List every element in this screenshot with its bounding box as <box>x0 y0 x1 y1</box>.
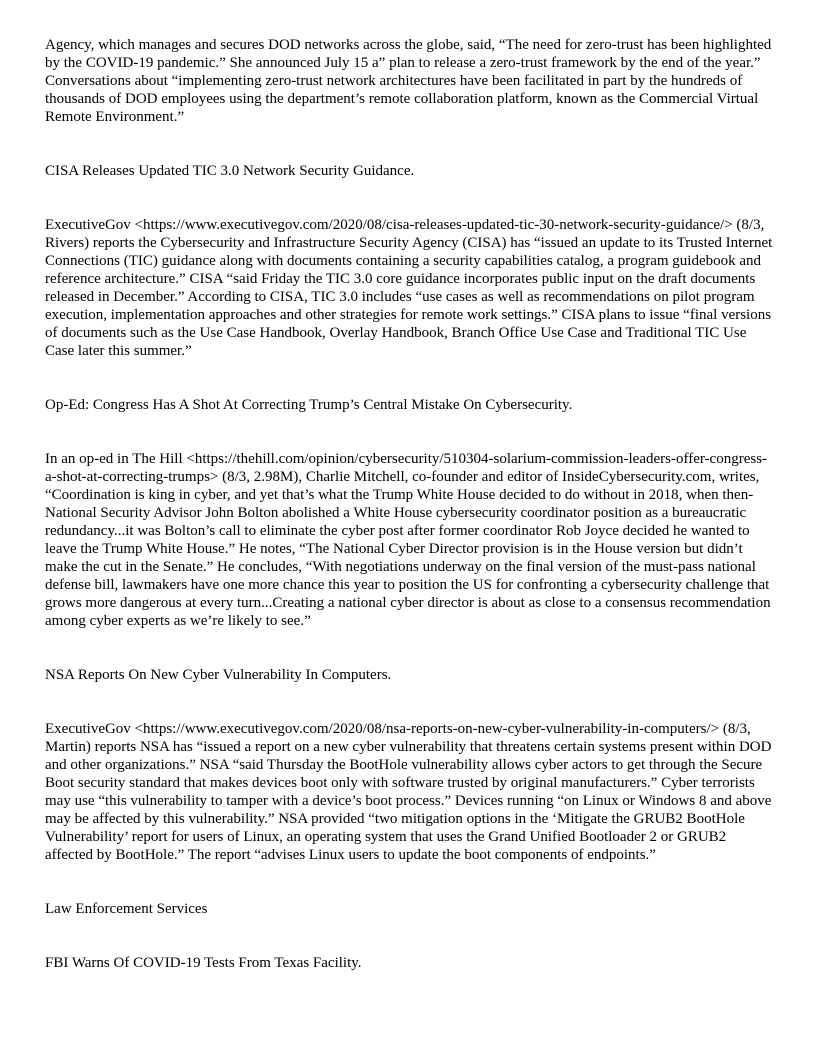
paragraph-cisa-tic: ExecutiveGov <https://www.executivegov.com/2020/08/cisa-releases-updated-tic-30-network-security-guidance/> (8/3, Rivers) reports the Cybersecurity and Infrastructure Security Agency (CISA) has “issued an update to its Trusted Internet Connections (TIC) guidance along with documents containing a security capabilities catalog, a program guidebook and reference architecture.” CISA “said Friday the TIC 3.0 core guidance incorporates public input on the draft documents released in December.” According to CISA, TIC 3.0 includes “use cases as well as recommendations on pilot program execution, implementation approaches and other strategies for remote work settings.” CISA plans to issue “final versions of documents such as the Use Case Handbook, Overlay Handbook, Branch Office Use Case and Traditional TIC Use Case later this summer.” <box>45 217 773 359</box>
paragraph-zero-trust-continued: Agency, which manages and secures DOD networks across the globe, said, “The need for zero-trust has been highlighted by the COVID-19 pandemic.” She announced July 15 a” plan to release a zero-trust framework by the end of the year.” Conversations about “implementing zero-trust network architectures have been facilitated in part by the hundreds of thousands of DOD employees using the department’s remote collaboration platform, known as the Commercial Virtual Remote Environment.” <box>45 37 772 125</box>
headline-nsa-vulnerability: NSA Reports On New Cyber Vulnerability In Computers. <box>45 667 392 683</box>
headline-cisa-tic: CISA Releases Updated TIC 3.0 Network Security Guidance. <box>45 163 415 179</box>
headline-op-ed-congress: Op-Ed: Congress Has A Shot At Correcting Trump’s Central Mistake On Cybersecurity. <box>45 397 573 413</box>
document-page <box>45 36 775 972</box>
headline-fbi-covid-tests: FBI Warns Of COVID-19 Tests From Texas Facility. <box>45 955 362 971</box>
paragraph-op-ed-congress: In an op-ed in The Hill <https://thehill.com/opinion/cybersecurity/510304-solarium-commission-leaders-offer-congress-a-shot-at-correcting-trumps> (8/3, 2.98M), Charlie Mitchell, co-founder and editor of InsideCybersecurity.com, writes, “Coordination is king in cyber, and yet that’s what the Trump White House decided to do without in 2018, when then-National Security Advisor John Bolton abolished a White House cybersecurity coordinator position as a bureaucratic redundancy...it was Bolton’s call to eliminate the cyber post after former coordinator Rob Joyce decided he wanted to leave the Trump White House.” He notes, “The National Cyber Director provision is in the House version but didn’t make the cut in the Senate.” He concludes, “With negotiations underway on the final version of the must-pass national defense bill, lawmakers have one more chance this year to position the US for confronting a cybersecurity challenge that grows more dangerous at every turn...Creating a national cyber director is about as close to a consensus recommendation among cyber experts as we’re likely to see.” <box>45 451 771 629</box>
paragraph-nsa-vulnerability: ExecutiveGov <https://www.executivegov.com/2020/08/nsa-reports-on-new-cyber-vulnerability-in-computers/> (8/3, Martin) reports NSA has “issued a report on a new cyber vulnerability that threatens certain systems present within DOD and other organizations.” NSA “said Thursday the BootHole vulnerability allows cyber actors to get through the Secure Boot security standard that makes devices boot only with software trusted by original manufacturers.” Cyber terrorists may use “this vulnerability to tamper with a device’s boot process.” Devices running “on Linux or Windows 8 and above may be affected by this vulnerability.” NSA provided “two mitigation options in the ‘Mitigate the GRUB2 BootHole Vulnerability’ report for users of Linux, an operating system that uses the Grand Unified Bootloader 2 or GRUB2 affected by BootHole.” The report “advises Linux users to update the boot components of endpoints.” <box>45 721 772 863</box>
section-law-enforcement: Law Enforcement Services <box>45 901 208 917</box>
